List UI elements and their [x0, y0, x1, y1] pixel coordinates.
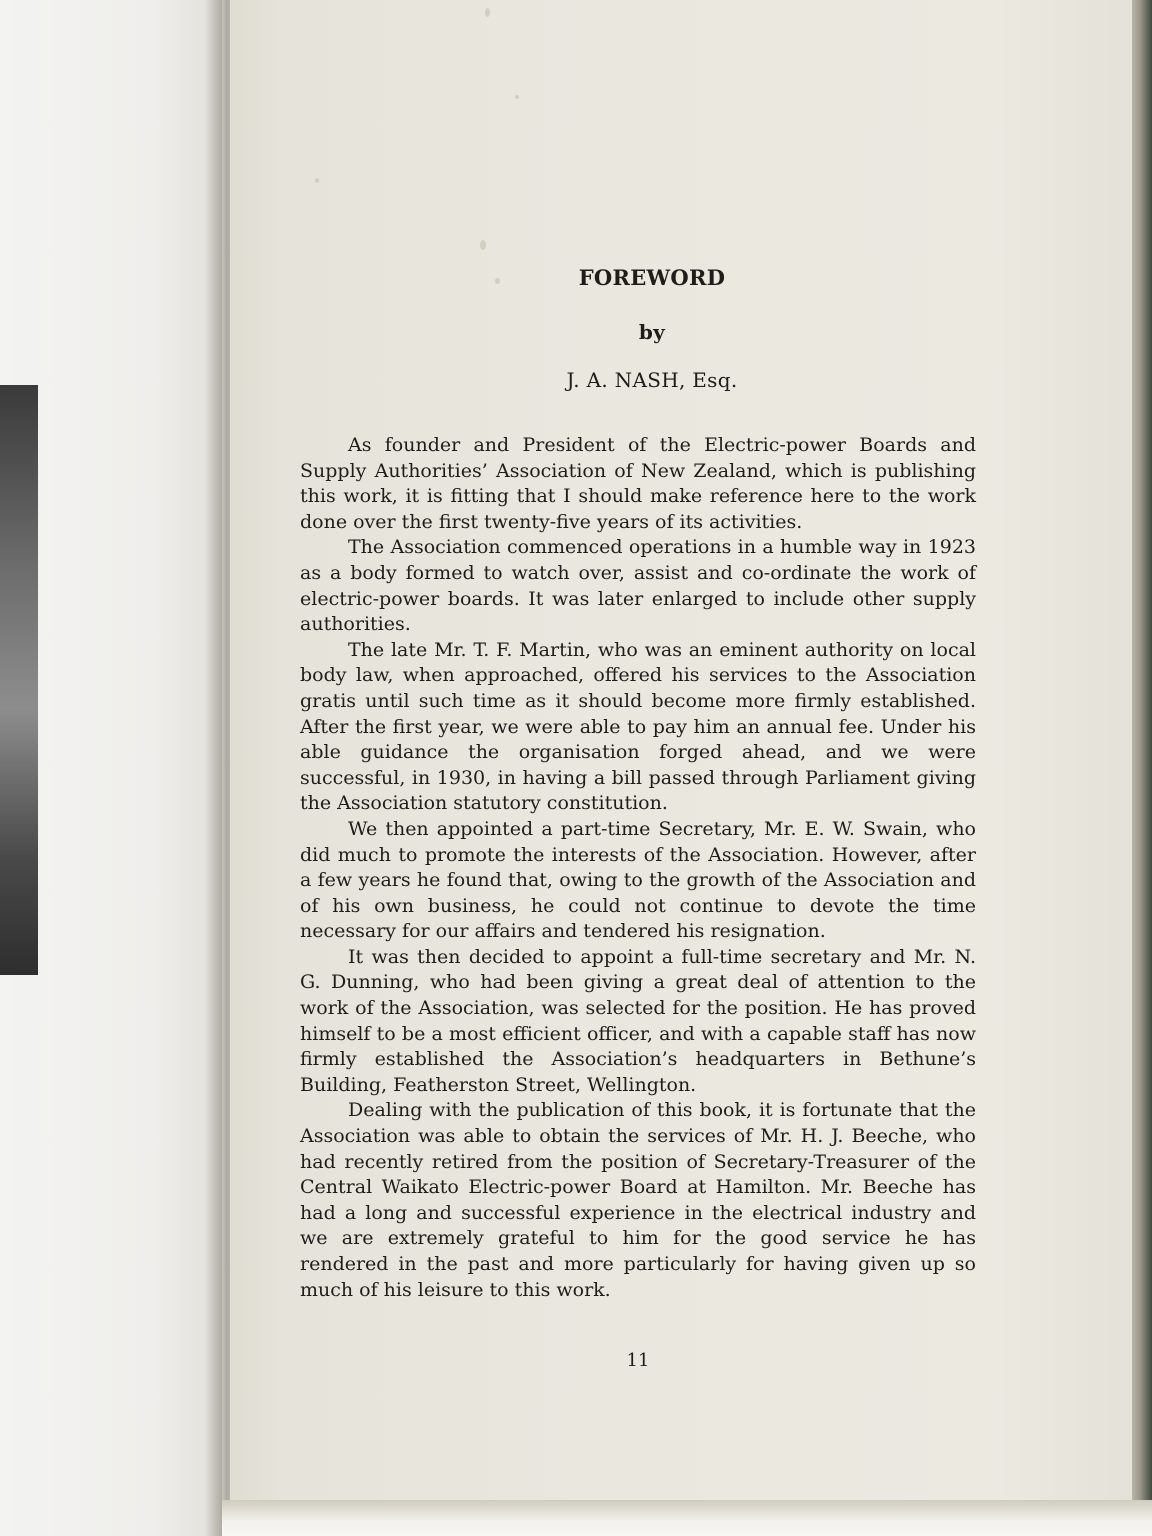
- paper-speck: [480, 240, 486, 250]
- byline: by: [638, 320, 666, 344]
- foreword-body: [300, 433, 976, 1303]
- paper-speck: [485, 8, 490, 17]
- paragraph: It was then decided to appoint a full-time secretary and Mr. N. G. Dunning, who had been giving a great deal of attention to the work of the Association, was selected for the position. He has proved himself to be a most efficient officer, and with a capable staff has now firmly established the Association’s headquarters in Bethune’s Building, Featherston Street, Wellington.: [300, 945, 976, 1096]
- author-name: J. A. NASH, Esq.: [566, 368, 738, 392]
- page-number: 11: [626, 1350, 650, 1371]
- page-edge: [1132, 0, 1152, 1500]
- table-surface: [222, 1500, 1152, 1536]
- paragraph: Dealing with the publication of this book, it is fortunate that the Association was able to obtain the services of Mr. H. J. Beeche, who had recently retired from the position of Secretary-Treasurer of the Central Waikato Electric-power Board at Hamilton. Mr. Beeche has had a long and successful experience in the electrical industry and we are extremely grateful to him for the good service he has rendered in the past and more particularly for having given up so much of his leisure to this work.: [300, 1099, 976, 1301]
- left-page: [0, 0, 222, 1536]
- page-title: FOREWORD: [578, 265, 726, 290]
- paper-speck: [515, 95, 519, 99]
- paragraph: The Association commenced operations in a humble way in 1923 as a body formed to watch over, assist and co-ordinate the work of electric-power boards. It was later enlarged to include other supply authorities.: [300, 536, 976, 636]
- paragraph: The late Mr. T. F. Martin, who was an eminent authority on local body law, when approached, offered his services to the Association gratis until such time as it should become more firmly established. After the first year, we were able to pay him an annual fee. Under his able guidance the organisation forged ahead, and we were successful, in 1930, in having a bill passed through Parliament giving the Association statutory constitution.: [300, 638, 976, 815]
- paragraph: As founder and President of the Electric-power Boards and Supply Authorities’ Association of New Zealand, which is publishing this work, it is fitting that I should make reference here to the work done over the first twenty-five years of its activities.: [300, 434, 976, 533]
- paper-speck: [315, 178, 319, 183]
- paragraph: We then appointed a part-time Secretary, Mr. E. W. Swain, who did much to promote the interests of the Association. However, after a few years he found that, owing to the growth of the Association and of his own business, he could not continue to devote the time necessary for our affairs and tendered his resignation.: [300, 817, 976, 943]
- left-page-photo-edge: [0, 385, 38, 975]
